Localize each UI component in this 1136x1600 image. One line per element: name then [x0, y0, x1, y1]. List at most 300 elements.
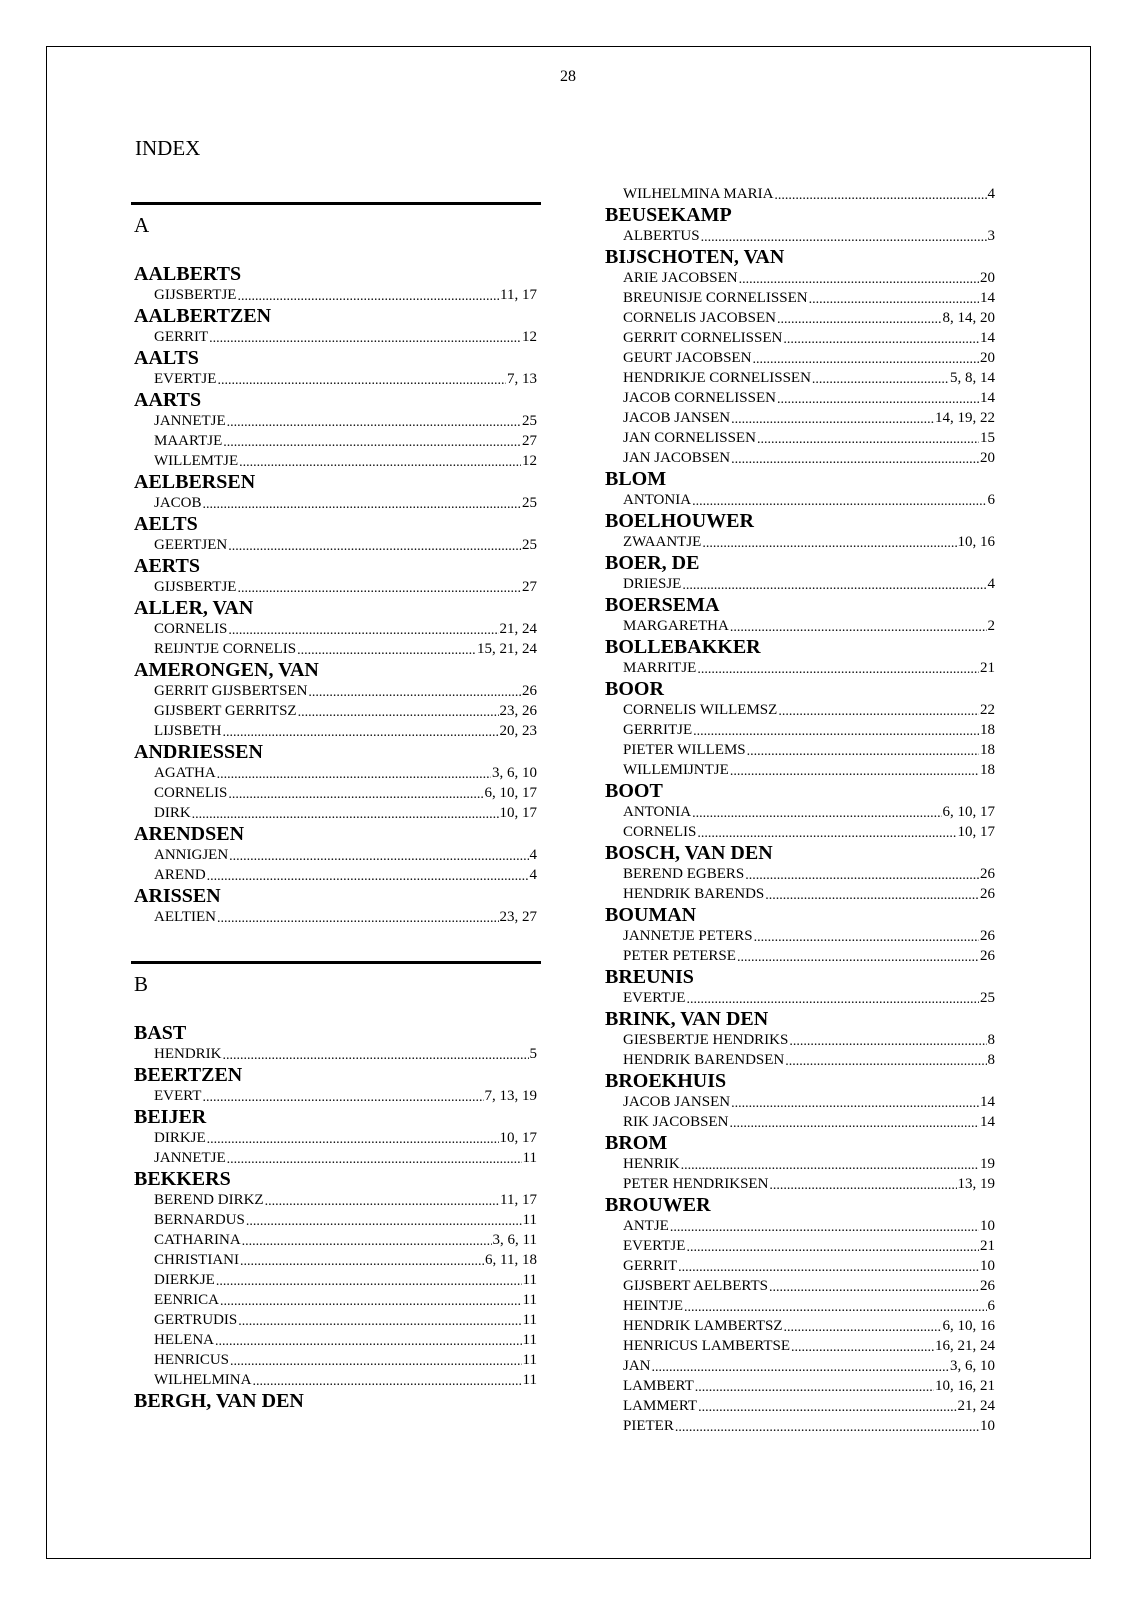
- entry-name: RIK JACOBSEN: [623, 1114, 729, 1130]
- dot-leader: [729, 1115, 979, 1132]
- dot-leader: [702, 535, 956, 552]
- index-entry: [602, 288, 1004, 308]
- index-entry: [131, 1148, 541, 1168]
- entry-pages: 8: [987, 1032, 995, 1048]
- entry-pages: 18: [980, 722, 995, 738]
- entry-name: GIJSBERT GERRITSZ: [154, 703, 297, 719]
- entry-name: GIJSBERTJE: [154, 287, 237, 303]
- dot-leader: [730, 619, 987, 636]
- index-entry: [131, 845, 541, 865]
- entry-name: GIJSBERT AELBERTS: [623, 1278, 769, 1294]
- surname-heading: ANDRIESSEN: [134, 741, 263, 763]
- dot-leader: [682, 577, 986, 594]
- entry-name: BEREND EGBERS: [623, 866, 745, 882]
- entry-name: EVERTJE: [623, 990, 686, 1006]
- entry-name: JAN CORNELISSEN: [623, 430, 756, 446]
- index-entry: [602, 532, 1004, 552]
- entry-name: GERRIT CORNELISSEN: [623, 330, 783, 346]
- index-entry: [131, 577, 541, 597]
- entry-pages: 23, 26: [499, 703, 537, 719]
- entry-name: PIETER WILLEMS: [623, 742, 746, 758]
- index-entry: [602, 658, 1004, 678]
- dot-leader: [697, 661, 979, 678]
- entry-pages: 2: [987, 618, 995, 634]
- surname-heading: BEKKERS: [134, 1168, 231, 1190]
- entry-pages: 21: [980, 1238, 995, 1254]
- dot-leader: [209, 330, 521, 347]
- entry-name: LAMMERT: [623, 1398, 698, 1414]
- entry-pages: 27: [522, 433, 537, 449]
- index-entry: [602, 1030, 1004, 1050]
- surname-heading: BOSCH, VAN DEN: [605, 842, 773, 864]
- dot-leader: [202, 1089, 483, 1106]
- entry-pages: 5: [529, 1046, 537, 1062]
- dot-leader: [228, 786, 483, 803]
- index-entry: [131, 1044, 541, 1064]
- entry-name: AGATHA: [154, 765, 216, 781]
- dot-leader: [207, 1131, 499, 1148]
- entry-pages: 20: [980, 350, 995, 366]
- entry-name: BEREND DIRKZ: [154, 1192, 264, 1208]
- index-entry: [602, 1316, 1004, 1336]
- dot-leader: [745, 867, 979, 884]
- surname-heading: AALBERTS: [134, 263, 242, 285]
- index-entry: [602, 700, 1004, 720]
- entry-name: AELTIEN: [154, 909, 216, 925]
- entry-pages: 10: [980, 1258, 995, 1274]
- dot-leader: [784, 1319, 942, 1336]
- index-entry: [602, 616, 1004, 636]
- entry-name: CORNELIS: [154, 621, 228, 637]
- index-entry: [602, 490, 1004, 510]
- entry-pages: 4: [529, 867, 537, 883]
- dot-leader: [783, 331, 979, 348]
- dot-leader: [752, 351, 979, 368]
- dot-leader: [678, 1259, 979, 1276]
- entry-name: CORNELIS: [154, 785, 228, 801]
- surname-heading: BOLLEBAKKER: [605, 636, 761, 658]
- index-entry: [602, 1112, 1004, 1132]
- dot-leader: [747, 743, 979, 760]
- entry-pages: 23, 27: [499, 909, 537, 925]
- entry-name: HENDRIK BARENDSEN: [623, 1052, 785, 1068]
- entry-pages: 10, 17: [499, 1130, 537, 1146]
- surname-heading: BOOT: [605, 780, 663, 802]
- index-entry: [602, 1396, 1004, 1416]
- entry-name: WILLEMTJE: [154, 453, 239, 469]
- index-entry: [602, 308, 1004, 328]
- index-entry: [131, 369, 541, 389]
- index-entry: [602, 1356, 1004, 1376]
- entry-pages: 8: [987, 1052, 995, 1068]
- entry-name: WILHELMINA MARIA: [623, 186, 774, 202]
- entry-name: HENDRIK LAMBERTSZ: [623, 1318, 783, 1334]
- dot-leader: [252, 1373, 521, 1390]
- surname-heading: BROEKHUIS: [605, 1070, 727, 1092]
- index-entry: [131, 1310, 541, 1330]
- index-entry: [602, 388, 1004, 408]
- index-entry: [602, 1276, 1004, 1296]
- entry-name: JAN JACOBSEN: [623, 450, 731, 466]
- dot-leader: [216, 1273, 522, 1290]
- entry-name: EVERT: [154, 1088, 202, 1104]
- entry-pages: 4: [529, 847, 537, 863]
- dot-leader: [207, 868, 529, 885]
- entry-pages: 10, 16, 21: [935, 1378, 995, 1394]
- entry-name: GERRIT GIJSBERTSEN: [154, 683, 308, 699]
- dot-leader: [220, 1293, 522, 1310]
- entry-pages: 6: [987, 492, 995, 508]
- dot-leader: [778, 703, 979, 720]
- surname-heading: BEIJER: [134, 1106, 207, 1128]
- entry-pages: 15, 21, 24: [477, 641, 537, 657]
- dot-leader: [777, 311, 942, 328]
- index-entry: [131, 1270, 541, 1290]
- index-entry: [602, 1416, 1004, 1436]
- dot-leader: [192, 806, 499, 823]
- index-entry: [131, 535, 541, 555]
- dot-leader: [246, 1213, 522, 1230]
- entry-name: GERRIT: [623, 1258, 678, 1274]
- index-entry: [602, 268, 1004, 288]
- page-number: 28: [560, 68, 576, 85]
- entry-pages: 4: [987, 576, 995, 592]
- entry-name: HENRICUS LAMBERTSE: [623, 1338, 791, 1354]
- dot-leader: [785, 1053, 986, 1070]
- dot-leader: [229, 848, 528, 865]
- index-entry: [131, 285, 541, 305]
- surname-heading: AARTS: [134, 389, 202, 411]
- entry-name: JANNETJE PETERS: [623, 928, 753, 944]
- surname-heading: BEERTZEN: [134, 1064, 243, 1086]
- surname-heading: BIJSCHOTEN, VAN: [605, 246, 785, 268]
- index-entry: [602, 1236, 1004, 1256]
- index-entry: [131, 1128, 541, 1148]
- index-entry: [602, 226, 1004, 246]
- index-entry: [602, 348, 1004, 368]
- surname-heading: AELBERSEN: [134, 471, 256, 493]
- surname-heading: BAST: [134, 1022, 187, 1044]
- entry-name: GEERTJEN: [154, 537, 228, 553]
- entry-pages: 15: [980, 430, 995, 446]
- entry-pages: 3, 6, 11: [492, 1232, 537, 1248]
- index-entry: [602, 328, 1004, 348]
- index-entry: [602, 1050, 1004, 1070]
- entry-name: MARGARETHA: [623, 618, 729, 634]
- surname-heading: AALTS: [134, 347, 199, 369]
- entry-pages: 26: [980, 928, 995, 944]
- surname-heading: AALBERTZEN: [134, 305, 272, 327]
- index-entry: [131, 1086, 541, 1106]
- index-entry: [131, 865, 541, 885]
- entry-pages: 10: [980, 1218, 995, 1234]
- entry-pages: 3, 6, 10: [492, 765, 537, 781]
- entry-pages: 22: [980, 702, 995, 718]
- entry-name: JAN: [623, 1358, 651, 1374]
- entry-name: JANNETJE: [154, 413, 226, 429]
- entry-pages: 5, 8, 14: [950, 370, 995, 386]
- entry-name: HEINTJE: [623, 1298, 683, 1314]
- dot-leader: [238, 1313, 521, 1330]
- entry-name: ANNIGJEN: [154, 847, 229, 863]
- dot-leader: [228, 538, 521, 555]
- dot-leader: [730, 763, 979, 780]
- entry-name: JACOB JANSEN: [623, 410, 731, 426]
- dot-leader: [308, 684, 521, 701]
- dot-leader: [777, 391, 979, 408]
- dot-leader: [240, 1253, 484, 1270]
- dot-leader: [765, 887, 979, 904]
- entry-pages: 7, 13, 19: [484, 1088, 537, 1104]
- dot-leader: [675, 1419, 979, 1436]
- entry-name: ANTONIA: [623, 804, 692, 820]
- entry-name: GEURT JACOBSEN: [623, 350, 752, 366]
- dot-leader: [697, 825, 956, 842]
- dot-leader: [731, 451, 979, 468]
- index-entry: [131, 763, 541, 783]
- entry-pages: 14: [980, 330, 995, 346]
- entry-pages: 14: [980, 1114, 995, 1130]
- index-entry: [602, 184, 1004, 204]
- index-entry: [602, 1216, 1004, 1236]
- entry-pages: 11: [522, 1272, 537, 1288]
- dot-leader: [223, 1047, 529, 1064]
- index-entry: [131, 1230, 541, 1250]
- entry-pages: 10: [980, 1418, 995, 1434]
- entry-pages: 10, 17: [957, 824, 995, 840]
- entry-pages: 26: [522, 683, 537, 699]
- dot-leader: [692, 805, 941, 822]
- index-entry: [131, 431, 541, 451]
- surname-heading: ARISSEN: [134, 885, 221, 907]
- index-entry: [602, 884, 1004, 904]
- entry-pages: 6, 10, 17: [942, 804, 995, 820]
- dot-leader: [695, 1379, 934, 1396]
- dot-leader: [737, 949, 979, 966]
- index-entry: [131, 327, 541, 347]
- entry-name: CHRISTIANI: [154, 1252, 239, 1268]
- index-entry: [131, 639, 541, 659]
- dot-leader: [237, 288, 499, 305]
- entry-name: PETER HENDRIKSEN: [623, 1176, 769, 1192]
- index-entry: [602, 760, 1004, 780]
- surname-heading: AMERONGEN, VAN: [134, 659, 319, 681]
- dot-leader: [670, 1219, 979, 1236]
- entry-pages: 21, 24: [957, 1398, 995, 1414]
- dot-leader: [686, 1239, 979, 1256]
- surname-heading: BRINK, VAN DEN: [605, 1008, 769, 1030]
- dot-leader: [684, 1299, 987, 1316]
- dot-leader: [203, 496, 521, 513]
- entry-name: EVERTJE: [154, 371, 217, 387]
- dot-leader: [757, 431, 979, 448]
- entry-name: ZWAANTJE: [623, 534, 702, 550]
- dot-leader: [652, 1359, 949, 1376]
- entry-pages: 18: [980, 762, 995, 778]
- entry-pages: 11: [522, 1332, 537, 1348]
- surname-heading: BROUWER: [605, 1194, 711, 1216]
- index-entry: [602, 1154, 1004, 1174]
- entry-name: MAARTJE: [154, 433, 223, 449]
- index-entry: [602, 988, 1004, 1008]
- entry-pages: 14: [980, 1094, 995, 1110]
- entry-pages: 3: [987, 228, 995, 244]
- index-entry: [131, 1330, 541, 1350]
- entry-pages: 26: [980, 1278, 995, 1294]
- index-entry: [602, 448, 1004, 468]
- entry-pages: 20: [980, 270, 995, 286]
- entry-pages: 4: [987, 186, 995, 202]
- surname-heading: BOERSEMA: [605, 594, 720, 616]
- dot-leader: [731, 1095, 979, 1112]
- surname-heading: BEUSEKAMP: [605, 204, 732, 226]
- entry-name: DIRK: [154, 805, 191, 821]
- entry-pages: 14: [980, 390, 995, 406]
- entry-name: REIJNTJE CORNELIS: [154, 641, 297, 657]
- entry-name: BERNARDUS: [154, 1212, 245, 1228]
- dot-leader: [215, 1333, 522, 1350]
- entry-name: ANTJE: [623, 1218, 669, 1234]
- index-entry: [602, 946, 1004, 966]
- dot-leader: [265, 1193, 499, 1210]
- dot-leader: [228, 622, 498, 639]
- entry-name: GIJSBERTJE: [154, 579, 237, 595]
- dot-leader: [774, 187, 986, 204]
- entry-pages: 6, 10, 16: [942, 1318, 995, 1334]
- index-entry: [602, 720, 1004, 740]
- index-column-left: [131, 202, 541, 1412]
- dot-leader: [698, 1399, 956, 1416]
- dot-leader: [223, 724, 499, 741]
- index-entry: [602, 1376, 1004, 1396]
- dot-leader: [217, 910, 499, 927]
- entry-name: HENDRIKJE CORNELISSEN: [623, 370, 811, 386]
- surname-heading: BROM: [605, 1132, 668, 1154]
- entry-pages: 27: [522, 579, 537, 595]
- entry-name: MARRITJE: [623, 660, 697, 676]
- dot-leader: [230, 1353, 522, 1370]
- entry-pages: 26: [980, 948, 995, 964]
- dot-leader: [731, 411, 934, 428]
- index-entry: [131, 1370, 541, 1390]
- entry-pages: 11: [522, 1312, 537, 1328]
- index-entry: [602, 822, 1004, 842]
- dot-leader: [692, 493, 986, 510]
- entry-name: JACOB CORNELISSEN: [623, 390, 776, 406]
- surname-heading: ARENDSEN: [134, 823, 245, 845]
- entry-name: HENDRIK BARENDS: [623, 886, 765, 902]
- entry-pages: 25: [522, 495, 537, 511]
- entry-pages: 11: [522, 1372, 537, 1388]
- entry-name: CORNELIS JACOBSEN: [623, 310, 776, 326]
- entry-name: LIJSBETH: [154, 723, 222, 739]
- dot-leader: [681, 1157, 979, 1174]
- index-entry: [131, 783, 541, 803]
- index-entry: [602, 740, 1004, 760]
- entry-pages: 19: [980, 1156, 995, 1172]
- entry-pages: 11: [522, 1352, 537, 1368]
- dot-leader: [239, 454, 521, 471]
- entry-pages: 6, 10, 17: [484, 785, 537, 801]
- entry-pages: 25: [522, 537, 537, 553]
- index-entry: [602, 1174, 1004, 1194]
- dot-leader: [298, 704, 499, 721]
- entry-pages: 6, 11, 18: [485, 1252, 537, 1268]
- index-entry: [131, 451, 541, 471]
- entry-pages: 8, 14, 20: [942, 310, 995, 326]
- entry-pages: 6: [987, 1298, 995, 1314]
- entry-pages: 26: [980, 866, 995, 882]
- dot-leader: [812, 371, 949, 388]
- dot-leader: [754, 929, 979, 946]
- index-entry: [131, 681, 541, 701]
- entry-name: WILLEMIJNTJE: [623, 762, 729, 778]
- entry-pages: 20: [980, 450, 995, 466]
- entry-pages: 25: [522, 413, 537, 429]
- dot-leader: [769, 1279, 979, 1296]
- entry-name: DRIESJE: [623, 576, 682, 592]
- entry-name: DIERKJE: [154, 1272, 215, 1288]
- entry-pages: 16, 21, 24: [935, 1338, 995, 1354]
- surname-heading: ALLER, VAN: [134, 597, 254, 619]
- entry-name: CATHARINA: [154, 1232, 241, 1248]
- entry-name: GERTRUDIS: [154, 1312, 238, 1328]
- entry-name: GIESBERTJE HENDRIKS: [623, 1032, 789, 1048]
- dot-leader: [701, 229, 987, 246]
- index-entry: [131, 701, 541, 721]
- index-entry: [131, 721, 541, 741]
- index-entry: [602, 1336, 1004, 1356]
- entry-name: BREUNISJE CORNELISSEN: [623, 290, 808, 306]
- index-entry: [602, 1092, 1004, 1112]
- entry-name: EVERTJE: [623, 1238, 686, 1254]
- dot-leader: [686, 991, 979, 1008]
- surname-heading: AELTS: [134, 513, 198, 535]
- dot-leader: [693, 723, 979, 740]
- entry-name: WILHELMINA: [154, 1372, 252, 1388]
- entry-name: LAMBERT: [623, 1378, 694, 1394]
- entry-name: CORNELIS WILLEMSZ: [623, 702, 778, 718]
- index-entry: [131, 1210, 541, 1230]
- entry-pages: 21, 24: [499, 621, 537, 637]
- index-entry: [602, 1256, 1004, 1276]
- index-entry: [131, 803, 541, 823]
- index-entry: [131, 619, 541, 639]
- entry-pages: 11: [522, 1212, 537, 1228]
- dot-leader: [789, 1033, 986, 1050]
- entry-name: HENRIK: [623, 1156, 680, 1172]
- dot-leader: [237, 580, 521, 597]
- surname-heading: BLOM: [605, 468, 667, 490]
- entry-pages: 7, 13: [507, 371, 537, 387]
- index-entry: [602, 408, 1004, 428]
- entry-pages: 20, 23: [499, 723, 537, 739]
- entry-pages: 10, 16: [957, 534, 995, 550]
- index-entry: [131, 411, 541, 431]
- entry-pages: 11, 17: [500, 287, 537, 303]
- dot-leader: [242, 1233, 492, 1250]
- entry-pages: 10, 17: [499, 805, 537, 821]
- dot-leader: [217, 372, 506, 389]
- entry-pages: 12: [522, 329, 537, 345]
- index-entry: [602, 802, 1004, 822]
- index-entry: [602, 864, 1004, 884]
- index-entry: [602, 428, 1004, 448]
- entry-pages: 26: [980, 886, 995, 902]
- index-entry: [602, 368, 1004, 388]
- dot-leader: [769, 1177, 956, 1194]
- index-entry: [131, 493, 541, 513]
